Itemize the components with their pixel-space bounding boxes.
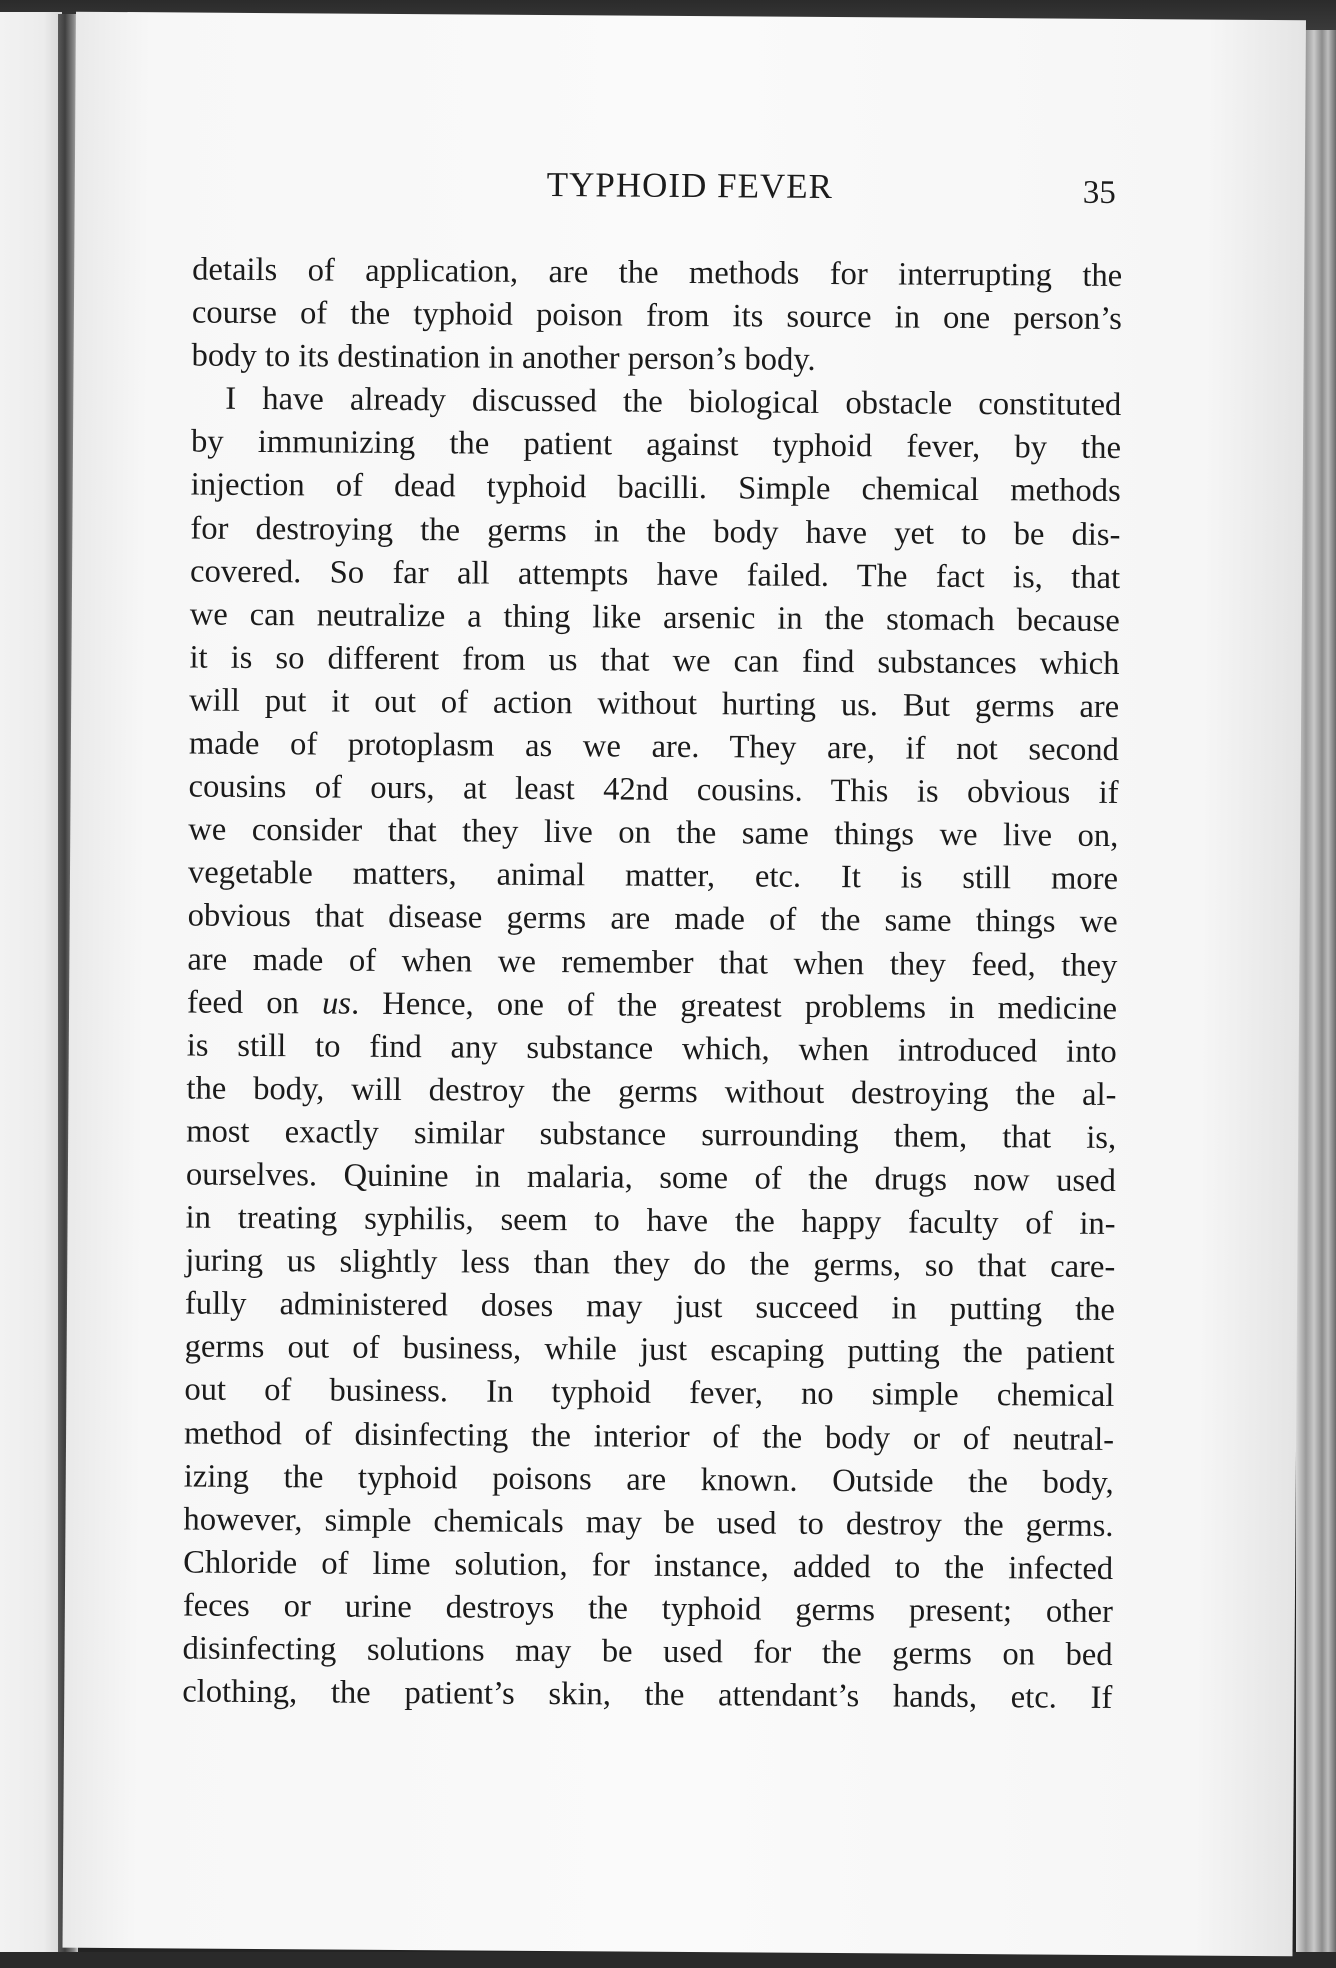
book-page	[62, 12, 1305, 1957]
text-line: by immunizing the patient against typhoid fever, by the	[190, 423, 1122, 467]
emphasized-word: us	[321, 985, 352, 1022]
text-line: made of protoplasm as we are. They are, if not second	[188, 725, 1120, 769]
text-line: juring us slightly less than they do the germs, so that care-	[185, 1242, 1116, 1286]
text-line: vegetable matters, animal matter, etc. It is still more	[187, 854, 1119, 898]
text-line: method of disinfecting the interior of the body or of neutral-	[183, 1415, 1115, 1458]
text-line: in treating syphilis, seem to have the happy faculty of in-	[185, 1199, 1116, 1243]
text-line: fully administered doses may just succeed in putting the	[184, 1285, 1116, 1329]
paragraph	[182, 378, 1121, 1720]
text-line: we consider that they live on the same things we live on,	[188, 811, 1119, 855]
text-line: out of business. In typhoid fever, no simple chemical	[184, 1371, 1115, 1415]
text-line: germs out of business, while just escaping putting the patient	[184, 1328, 1115, 1372]
text-line: the body, will destroy the germs without destroying the al-	[186, 1070, 1117, 1113]
text-line: covered. So far all attempts have failed. The fact is, that	[189, 553, 1121, 596]
text-line: disinfecting solutions may be used for the germs on bed	[182, 1630, 1113, 1673]
text-line: are made of when we remember that when they feed, they	[187, 941, 1118, 984]
paragraph	[191, 249, 1122, 385]
text-line: clothing, the patient’s skin, the attendant’s hands, etc. If	[182, 1673, 1113, 1717]
text-line: will put it out of action without hurting us. But germs are	[189, 682, 1120, 725]
text-line: course of the typhoid poison from its source in one person’s	[191, 294, 1123, 338]
page-header	[75, 162, 1305, 231]
body-text	[182, 249, 1122, 1721]
text-line: body to its destination in another person’s body.	[191, 337, 816, 379]
text-line: we can neutralize a thing like arsenic in the stomach because	[189, 596, 1120, 639]
text-line: injection of dead typhoid bacilli. Simple chemical methods	[190, 466, 1121, 510]
text-line: izing the typhoid poisons are known. Outside the body,	[183, 1458, 1114, 1501]
text-line: feces or urine destroys the typhoid germs present; other	[182, 1587, 1113, 1630]
text-line: details of application, are the methods for interrupting the	[192, 251, 1123, 295]
text-line: Chloride of lime solution, for instance, added to the infected	[183, 1544, 1114, 1587]
text-line: I have already discussed the biological obstacle constituted	[225, 381, 1122, 424]
previous-page-edge	[0, 12, 62, 1952]
text-line: however, simple chemicals may be used to destroy the germs.	[183, 1501, 1114, 1544]
text-line: for destroying the germs in the body have yet to be dis-	[190, 510, 1121, 553]
text-line: ourselves. Quinine in malaria, some of the drugs now used	[185, 1156, 1117, 1199]
page-number: 35	[1082, 174, 1116, 211]
running-title: TYPHOID FEVER	[546, 164, 834, 206]
text-line: it is so different from us that we can find substances which	[189, 639, 1120, 682]
text-line: obvious that disease germs are made of the same things we	[187, 897, 1118, 941]
text-line: cousins of ours, at least 42nd cousins. This is obvious if	[188, 768, 1119, 812]
text-line: most exactly similar substance surrounding them, that is,	[186, 1113, 1117, 1156]
text-line: is still to find any substance which, when introduced into	[186, 1027, 1117, 1070]
text-line: feed on us. Hence, one of the greatest problems in medicine	[186, 984, 1118, 1027]
